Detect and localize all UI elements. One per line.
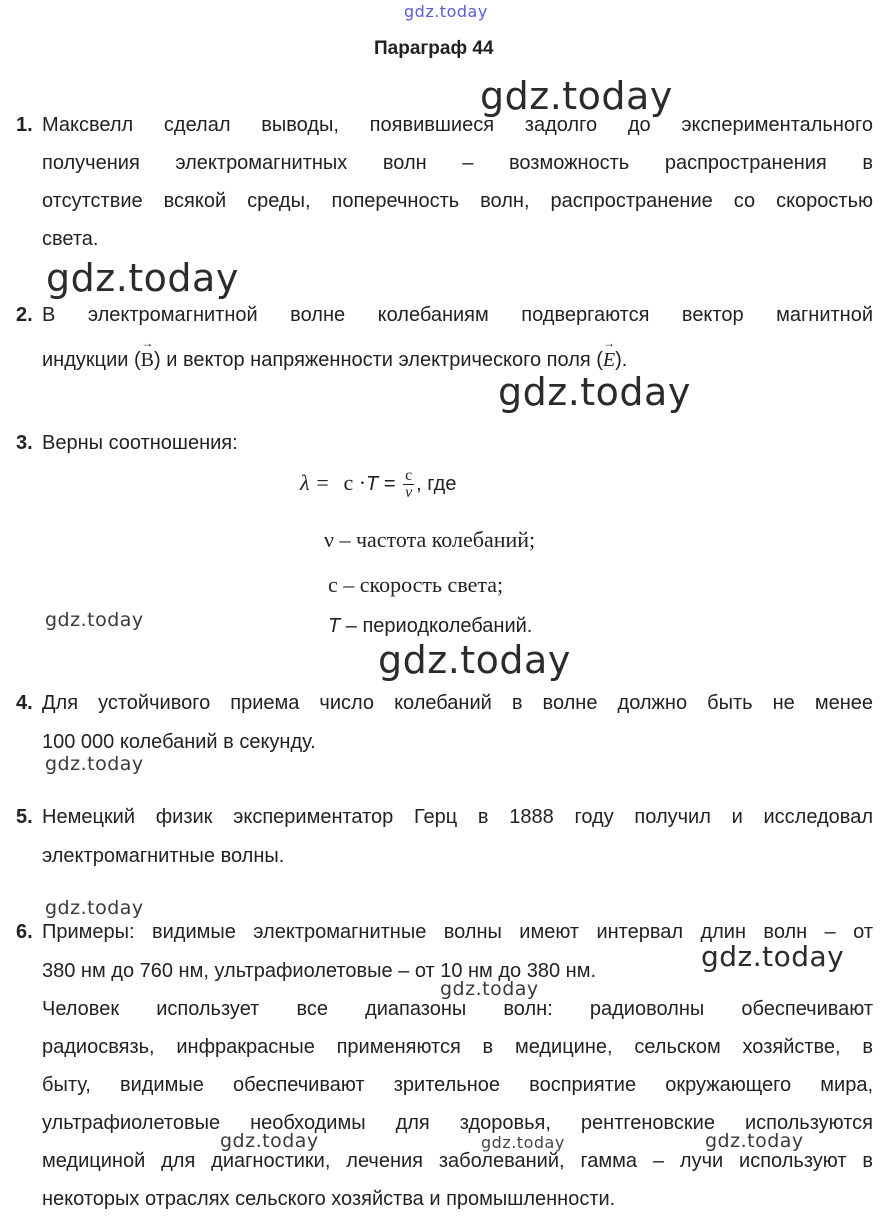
formula-lambda: λ = <box>300 469 330 495</box>
formula-c: c · <box>343 469 367 495</box>
item-number: 5. <box>16 806 33 828</box>
watermark-top: gdz.today <box>404 2 488 21</box>
text-line: Немецкий физик экспериментатор Герц в 1888 году получил и исследовал <box>42 806 873 828</box>
text-line: Человек использует все диапазоны волн: радиоволны обеспечивают <box>42 998 873 1020</box>
period-symbol: T <box>328 615 341 637</box>
formula <box>300 468 456 501</box>
watermark: gdz.today <box>378 638 571 682</box>
fraction-numerator: c <box>405 467 413 484</box>
text-line: медициной для диагностики, лечения заболеваний, гамма – лучи используют в <box>42 1150 873 1172</box>
text-line: света. <box>42 228 99 250</box>
text-line: электромагнитные волны. <box>42 845 285 867</box>
text-line: получения электромагнитных волн – возможность распространения в <box>42 152 873 174</box>
formula-t: T <box>366 472 379 495</box>
watermark: gdz.today <box>498 370 691 414</box>
item-number: 1. <box>16 114 33 136</box>
watermark: gdz.today <box>220 1130 319 1152</box>
watermark: gdz.today <box>45 897 144 919</box>
text-fragment: индукции ( <box>42 349 141 371</box>
text-line: ультрафиолетовые необходимы для здоровья, рентгеновские используются <box>42 1112 873 1134</box>
text-line: Примеры: видимые электромагнитные волны имеют интервал длин волн – от <box>42 921 873 943</box>
text-fragment: ). <box>615 349 628 371</box>
item-number: 4. <box>16 692 33 714</box>
definition-text: – периодколебаний. <box>340 615 533 637</box>
vector-b-symbol: → B <box>141 349 154 372</box>
text-line: отсутствие всякой среды, поперечность волн, распространение со скоростью <box>42 190 873 212</box>
page-title: Параграф 44 <box>374 38 494 59</box>
text-line: В электромагнитной волне колебаниям подвергаются вектор магнитной <box>42 304 873 326</box>
text-fragment: ) и вектор напряженности электрического поля ( <box>154 349 603 371</box>
watermark: gdz.today <box>45 753 144 775</box>
watermark: gdz.today <box>440 978 539 1000</box>
watermark: gdz.today <box>480 74 673 118</box>
formula-where: , где <box>416 472 457 495</box>
watermark: gdz.today <box>45 609 144 631</box>
watermark: gdz.today <box>46 256 239 300</box>
text-line: Максвелл сделал выводы, появившиеся задолго до экспериментального <box>42 114 873 136</box>
definition-c: c – скорость света; <box>328 572 504 597</box>
definition-t <box>328 615 532 638</box>
vector-e-symbol: → E <box>603 349 615 372</box>
formula-fraction <box>403 468 414 501</box>
formula-equals: = <box>383 472 396 495</box>
text-line: 380 нм до 760 нм, ультрафиолетовые – от 10 нм до 380 нм. <box>42 960 596 982</box>
text-line: некоторых отраслях сельского хозяйства и промышленности. <box>42 1188 616 1210</box>
text-line: Верны соотношения: <box>42 432 238 454</box>
definition-nu: ν – частота колебаний; <box>324 527 536 552</box>
text-line <box>42 349 873 372</box>
text-line: Для устойчивого приема число колебаний в волне должно быть не менее <box>42 692 873 714</box>
text-line: 100 000 колебаний в секунду. <box>42 731 316 753</box>
text-line: радиосвязь, инфракрасные применяются в медицине, сельском хозяйстве, в <box>42 1036 873 1058</box>
text-line: быту, видимые обеспечивают зрительное восприятие окружающего мира, <box>42 1074 873 1096</box>
fraction-denominator: ν <box>405 484 413 501</box>
watermark: gdz.today <box>481 1133 565 1152</box>
watermark: gdz.today <box>705 1130 804 1152</box>
item-number: 2. <box>16 304 33 326</box>
item-number: 3. <box>16 432 33 454</box>
item-number: 6. <box>16 921 33 943</box>
watermark: gdz.today <box>701 940 845 973</box>
